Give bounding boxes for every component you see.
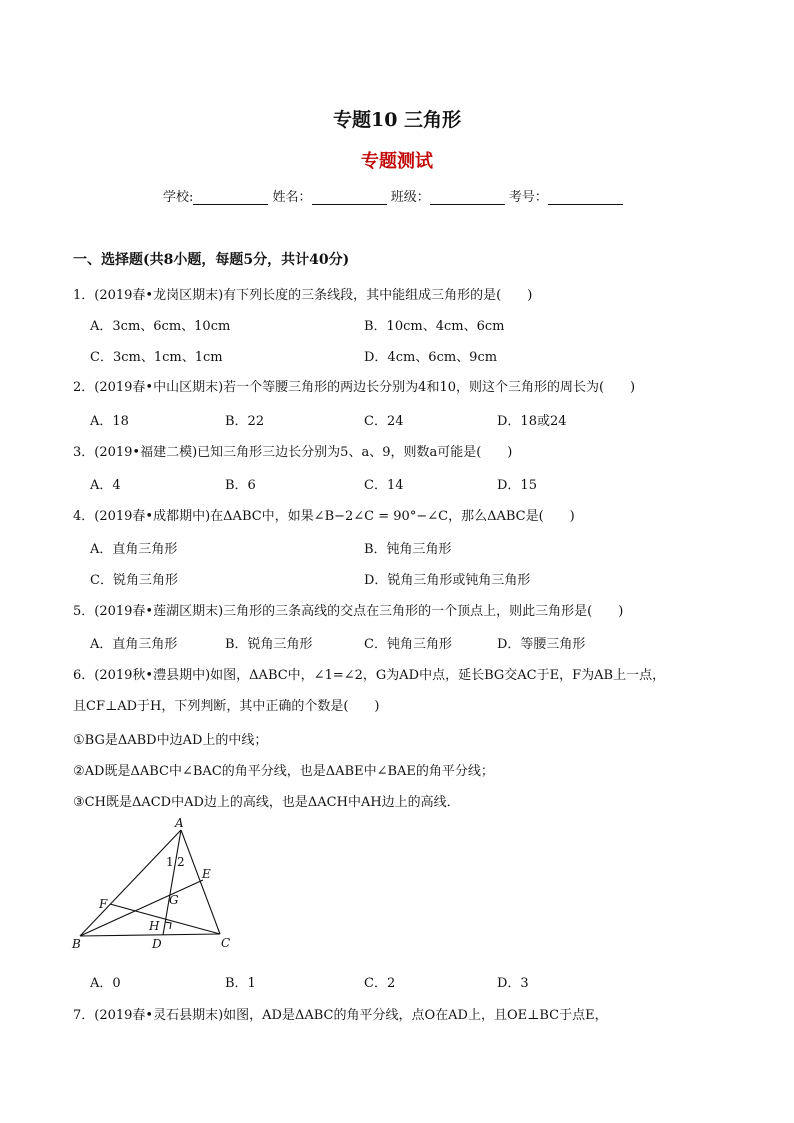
label-e: E — [202, 867, 211, 881]
q4-option-d: D．锐角三角形或钝角三角形 — [364, 573, 531, 588]
q3-option-b: B．6 — [225, 478, 256, 493]
q2-option-a: A．18 — [90, 414, 129, 429]
q6-option-b: B．1 — [225, 976, 256, 991]
q2-option-c: C．24 — [364, 414, 404, 429]
q3-option-d: D．15 — [497, 478, 537, 493]
side-ac — [181, 830, 220, 934]
q6-option-c: C．2 — [364, 976, 396, 991]
exam-no-label: 考号： — [508, 190, 548, 205]
q5-option-d: D．等腰三角形 — [497, 637, 586, 652]
question-6: 6．(2019秋•澧县期中)如图，ΔABC中，∠1=∠2，G为AD中点，延长BG交AC于E，F为AB上一点， — [73, 668, 666, 683]
school-blank — [193, 190, 268, 205]
right-angle-mark — [165, 922, 171, 929]
q3-option-a: A．4 — [90, 478, 121, 493]
q2-option-d: D．18或24 — [497, 414, 567, 429]
q5-option-a: A．直角三角形 — [90, 637, 178, 652]
question-1: 1．(2019春•龙岗区期末)有下列长度的三条线段，其中能组成三角形的是( ) — [73, 288, 533, 303]
q5-option-c: C．钝角三角形 — [364, 637, 452, 652]
q1-option-c: C．3cm、1cm、1cm — [90, 350, 223, 365]
q5-option-b: B．锐角三角形 — [225, 637, 313, 652]
side-bc — [80, 934, 220, 936]
question-5: 5．(2019春•莲湖区期末)三角形的三条高线的交点在三角形的一个顶点上，则此三角形是( ) — [73, 604, 624, 619]
q4-option-a: A．直角三角形 — [90, 542, 178, 557]
label-angle-2: 2 — [177, 855, 185, 869]
q4-option-b: B．钝角三角形 — [364, 542, 452, 557]
question-3: 3．(2019•福建二模)已知三角形三边长分别为5、a、9，则数a可能是( ) — [73, 445, 513, 460]
q6-option-d: D．3 — [497, 976, 529, 991]
q1-option-b: B．10cm、4cm、6cm — [364, 319, 505, 334]
q1-option-a: A．3cm、6cm、10cm — [90, 319, 231, 334]
class-label: 班级： — [390, 190, 430, 205]
triangle-figure — [70, 818, 240, 953]
label-d: D — [152, 937, 162, 951]
class-blank — [430, 190, 505, 205]
label-g: G — [169, 893, 179, 907]
school-label: 学校: — [163, 190, 194, 205]
q6-option-a: A．0 — [90, 976, 121, 991]
q3-option-c: C．14 — [364, 478, 404, 493]
name-label: 姓名： — [272, 190, 312, 205]
exam-no-blank — [548, 190, 623, 205]
question-6-line-2: 且CF⊥AD于H，下列判断，其中正确的个数是( ) — [73, 699, 380, 714]
label-h: H — [149, 919, 160, 933]
q2-option-b: B．22 — [225, 414, 265, 429]
q6-statement-1: ①BG是ΔABD中边AD上的中线； — [73, 733, 268, 748]
q6-statement-3: ③CH既是ΔACD中AD边上的高线，也是ΔACH中AH边上的高线． — [73, 795, 460, 810]
label-c: C — [221, 936, 231, 950]
label-a: A — [175, 818, 184, 830]
student-info-line — [163, 186, 623, 205]
q6-statement-2: ②AD既是ΔABC中∠BAC的角平分线，也是ΔABE中∠BAE的角平分线； — [73, 764, 494, 779]
name-blank — [312, 190, 387, 205]
question-4: 4．(2019春•成都期中)在ΔABC中，如果∠B−2∠C = 90°−∠C，那么ΔABC是( ) — [73, 509, 575, 524]
page-title: 专题10 三角形 — [332, 109, 462, 131]
segment-cf — [110, 904, 220, 934]
question-2: 2．(2019春•中山区期末)若一个等腰三角形的两边长分别为4和10，则这个三角形的周长为( ) — [73, 380, 636, 395]
q4-option-c: C．锐角三角形 — [90, 573, 178, 588]
label-angle-1: 1 — [166, 855, 174, 869]
page-subtitle: 专题测试 — [361, 151, 433, 172]
q1-option-d: D．4cm、6cm、9cm — [364, 350, 498, 365]
label-f: F — [99, 897, 108, 911]
question-7: 7．(2019春•灵石县期末)如图，AD是ΔABC的角平分线，点O在AD上，且OE⊥BC于点E， — [73, 1008, 608, 1023]
label-b: B — [72, 937, 81, 951]
section-heading: 一、选择题(共8小题，每题5分，共计40分) — [73, 252, 350, 268]
